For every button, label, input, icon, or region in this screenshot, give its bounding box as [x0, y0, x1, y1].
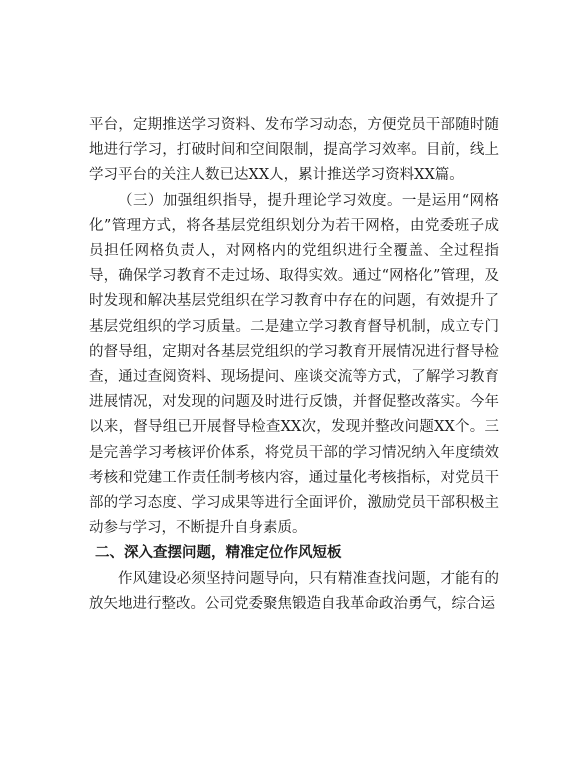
paragraph-problem-orientation: 作风建设必须坚持问题导向，只有精准查找问题，才能有的放矢地进行整改。公司党委聚焦锻造自我革命政治勇气，综合运 — [89, 570, 499, 612]
section-heading-text: 二、深入查摆问题，精准定位作风短板 — [95, 545, 342, 562]
paragraph-organization-guidance: （三）加强组织指导，提升理论学习效度。一是运用“网格化”管理方式，将各基层党组织划分为若干网格，由党委班子成员担任网格负责人，对网格内的党组织进行全覆盖、全过程指导，确保学习教育不走过场、取得实效。通过“网格化”管理，及时发现和解决基层党组织在学习教育中存在的问题，有效提升了基层党组织的学习质量。二是建立学习教育督导机制，成立专门的督导组，定期对各基层党组织的学习教育开展情况进行督导检查，通过查阅资料、现场提问、座谈交流等方式，了解学习教育进展情况，对发现的问题及时进行反馈，并督促整改落实。今年以来，督导组已开展督导检查XX次，发现并整改问题XX个。三是完善学习考核评价体系，将党员干部的学习情况纳入年度绩效考核和党建工作责任制考核内容，通过量化考核指标，对党员干部的学习态度、学习成果等进行全面评价，激励党员干部积极主动参与学习，不断提升自身素质。 — [89, 192, 499, 537]
section-heading — [89, 541, 499, 566]
document-body — [89, 113, 499, 617]
paragraph-platform: 平台，定期推送学习资料、发布学习动态，方便党员干部随时随地进行学习，打破时间和空间限制，提高学习效率。目前，线上学习平台的关注人数已达XX人，累计推送学习资料XX篇。 — [89, 117, 499, 184]
